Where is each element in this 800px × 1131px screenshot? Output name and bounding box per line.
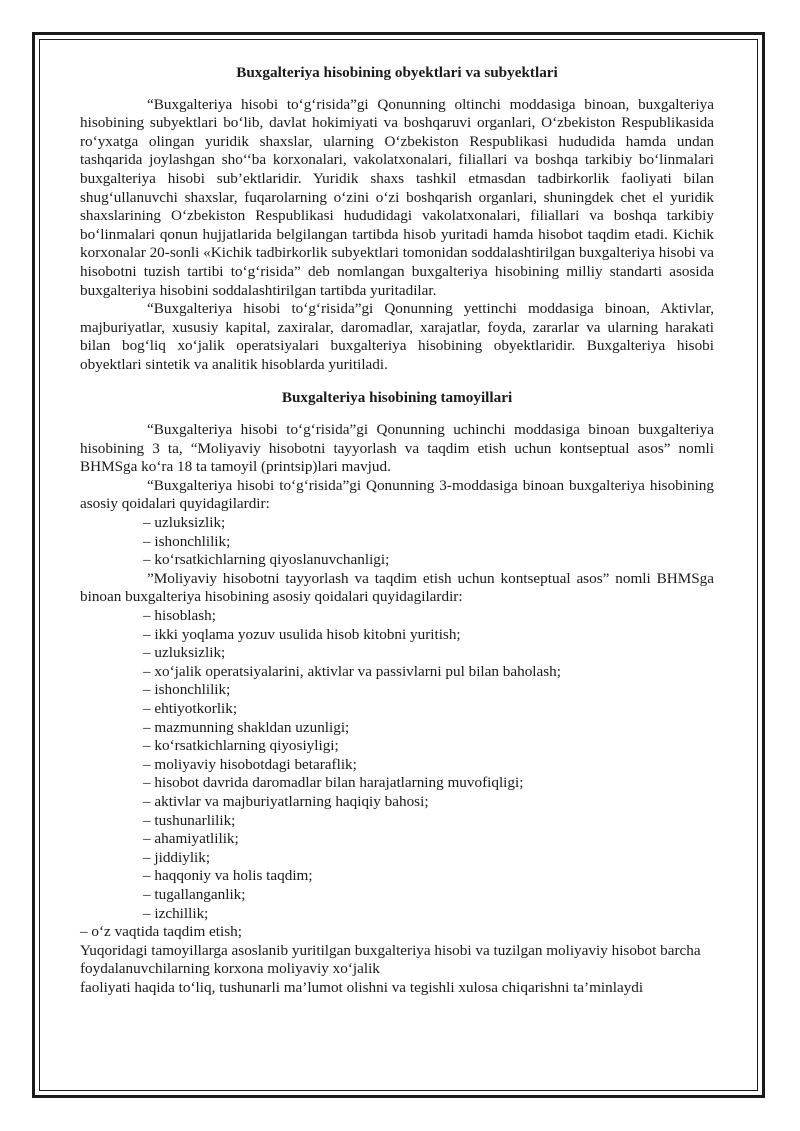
list-item: – hisobot davrida daromadlar bilan harajatlarning muvofiqligi; [143,774,524,792]
list-item: – uzluksizlik; [143,644,226,662]
list-item: – moliyaviy hisobotdagi betaraflik; [143,755,357,773]
list-item: – ishonchlilik; [143,681,231,699]
paragraph-bhms-rules: ”Moliyaviy hisobotni tayyorlash va taqdim etish uchun kontseptual asos” nomli BHMSga binoan buxgalteriya hisobining asosiy qoidalari quyidagilardir: [80,569,714,606]
list-item: – ikki yoqlama yozuv usulida hisob kitobni yuritish; [143,625,461,643]
list-item: – ko‘rsatkichlarning qiyosiyligi; [143,737,339,755]
list-item: – ishonchlilik; [143,532,231,550]
list-item: – mazmunning shakldan uzunligi; [143,718,350,736]
paragraph-conclusion-1: Yuqoridagi tamoyillarga asoslanib yuritilgan buxgalteriya hisobi va tuzilgan moliyaviy hisobot barcha foydalanuvchilarning korxona moliyaviy xo‘jalik [80,941,701,978]
list-item: – haqqoniy va holis taqdim; [143,867,313,885]
law-rules-list [80,514,714,570]
section-title-objects-subjects: Buxgalteriya hisobining obyektlari va subyektlari [236,64,558,81]
list-item: – hisoblash; [143,607,216,625]
paragraph-conclusion-2: faoliyati haqida to‘liq, tushunarli ma’lumot olishni va tegishli xulosa chiqarishni ta’minlaydi [80,978,644,996]
document-body [80,64,714,998]
list-item: – ehtiyotkorlik; [143,700,238,717]
section-title-principles: Buxgalteriya hisobining tamoyillari [281,388,513,406]
list-item: – tugallanganlik; [143,885,246,903]
list-item: – uzluksizlik; [143,514,226,532]
list-item: – izchillik; [143,904,209,922]
list-item: – xo‘jalik operatsiyalarini, aktivlar va passivlarni pul bilan baholash; [143,662,561,680]
list-item: – ko‘rsatkichlarning qiyoslanuvchanligi; [143,551,390,569]
list-item: – o‘z vaqtida taqdim etish; [80,923,242,941]
list-item: – tushunarlilik; [143,811,236,829]
list-item: – ahamiyatlilik; [143,830,239,848]
paragraph-objects: “Buxgalteriya hisobi to‘g‘risida”gi Qonunning yettinchi moddasiga binoan, Aktivlar, majburiyatlar, xususiy kapital, zaxiralar, daromadlar, xarajatlar, foyda, zararlar va ularning harakati bilan bog‘liq xo‘jalik operatsiyalari buxgalteriya hisobining obyektlaridir. Buxgalteriya hisobi obyektlari sintetik va analitik hisoblarda yuritiladi. [80,300,714,373]
paragraph-principles-count: “Buxgalteriya hisobi to‘g‘risida”gi Qonunning uchinchi moddasiga binoan buxgalteriya hisobining 3 ta, “Moliyaviy hisobotni tayyorlash va taqdim etish uchun kontseptual asos” nomli BHMSga ko‘ra 18 ta tamoyil (printsip)lari mavjud. [80,421,714,476]
bhms-rules-list [80,607,714,942]
list-item: – aktivlar va majburiyatlarning haqiqiy bahosi; [143,792,429,810]
list-item: – jiddiylik; [143,848,211,866]
paragraph-law-rules: “Buxgalteriya hisobi to‘g‘risida”gi Qonunning 3-moddasiga binoan buxgalteriya hisobining asosiy qoidalari quyidagilardir: [80,476,714,513]
paragraph-subjects: “Buxgalteriya hisobi to‘g‘risida”gi Qonunning oltinchi moddasiga binoan, buxgalteriya hisobining subyektlari bo‘lib, davlat hokimiyati va boshqaruvi organlari, O‘zbekiston Respublikasida ro‘yxatga olingan yuridik shaxslar, ularning O‘zbekiston Respublikasi hududida hamda undan tashqarida joylashgan sho‘‘ba korxonalari, vakolatxonalari, filiallari va boshqa tarkibiy bo‘linmalari buxgalteriya hisobi sub’ektlaridir. Yuridik shaxs tashkil etmasdan tadbirkorlik faoliyati bilan shug‘ullanuvchi shaxslar, fuqarolarning o‘zini o‘zi boshqarish organlari, shuningdek chet el yuridik shaxslarining O‘zbekiston Respublikasi hududidagi vakolatxonalari, filiallari va boshqa tarkibiy bo‘linmalari qonun hujjatlarida belgilangan tartibda hisob yuritadi hamda hisobot taqdim etadi. Kichik korxonalar 20-sonli «Kichik tadbirkorlik subyektlari tomonidan soddalashtirilgan buxgalteriya hisobi va hisobotni tuzish tartibi to‘g‘risida” deb nomlangan buxgalteriya hisobining milliy standarti asosida buxgalteriya hisobini soddalashtirilgan tartibda yuritadilar. [80,95,714,299]
